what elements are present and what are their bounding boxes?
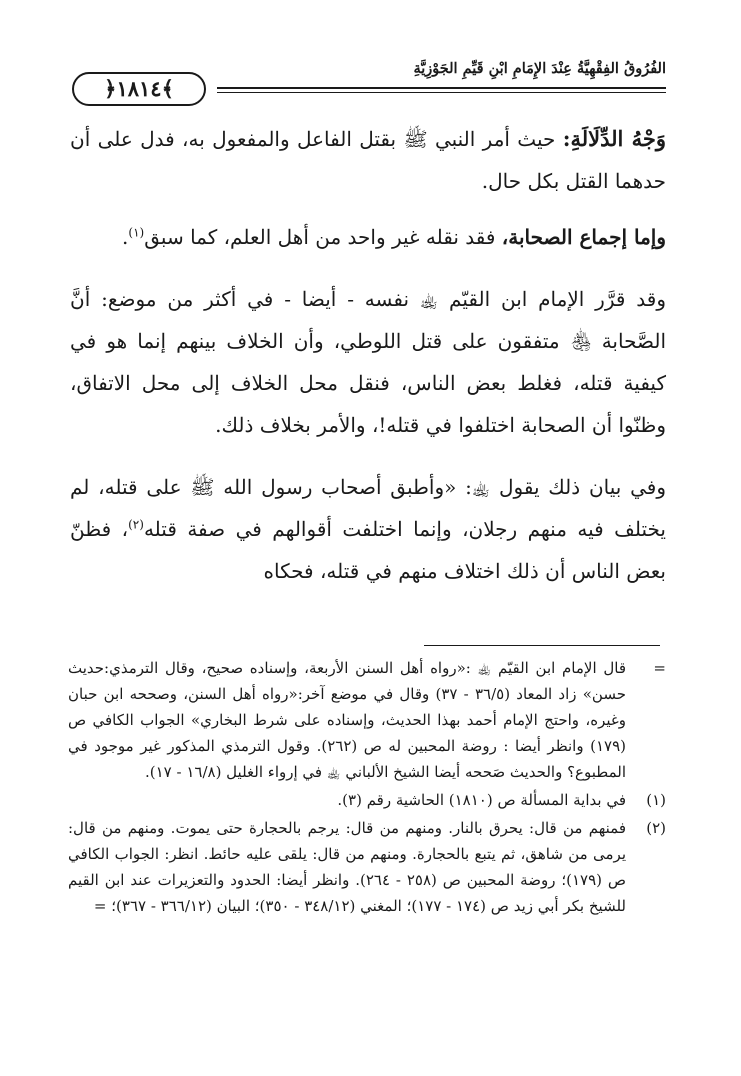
footnotes [68,655,666,921]
footnote-marker: = [653,659,666,677]
page-header [72,58,666,108]
footnote-1 [68,787,666,813]
footnote-reference[interactable]: (١) [128,225,145,240]
paragraph-consensus [70,216,666,258]
main-text [70,118,666,606]
header-rule-thin [217,92,666,93]
paragraph-text-continued: ، فظنّ بعض الناس أن ذلك اختلاف منهم في قتله، فحكاه [70,517,666,583]
footnote-reference[interactable]: (٢) [128,517,144,532]
paragraph-text: وقد قرَّر الإمام ابن القيّم ﵀ نفسه - أيضا - في أكثر من موضع: أنَّ الصَّحابة ﵃ متفقون على قتل اللوطي، وأن الخلاف بينهم إنما هو في كيفية قتله، فغلط بعض الناس، فنقل محل الخلاف إلى محل الاتفاق، وظنّوا أن الصحابة اختلفوا في قتله!، والأمر بخلاف ذلك. [70,287,666,437]
paragraph-lead: وإما إجماع الصحابة، [501,225,666,249]
paragraph-lead: وَجْهُ الدِّلَالَةِ: [562,126,666,151]
footnote-text: في بداية المسألة ص (١٨١٠) الحاشية رقم (٣). [337,791,626,809]
paragraph-text: فقد نقله غير واحد من أهل العلم، كما سبق [144,225,502,249]
paragraph-evidence [70,118,666,202]
paragraph-end: . [122,225,129,249]
paragraph-text: حيث أمر النبي ﷺ بقتل الفاعل والمفعول به، فدل على أن حدهما القتل بكل حال. [70,127,666,193]
page-number-badge: ﴿١٨١٤﴾ [72,72,206,106]
footnote-marker: (٢) [646,819,666,837]
paragraph-text: وفي بيان ذلك يقول ﵀: «وأطبق أصحاب رسول الله ﷺ على قتله، لم يختلف فيه منهم رجلان، وإنما اختلفت أقوالهم في صفة قتله [70,475,666,541]
paragraph-ibn-qayyim [70,278,666,446]
footnote-continuation [68,655,666,785]
footnote-text: فمنهم من قال: يحرق بالنار. ومنهم من قال: يرجم بالحجارة حتى يموت. ومنهم من قال: يرمى من شاهق، ثم يتبع بالحجارة. ومنهم من قال: يلقى عليه حائط. انظر: الجواب الكافي ص (١٧٩)؛ روضة المحبين ص (٢٥٨ - ٢٦٤). وانظر أيضا: الحدود والتعزيرات عند ابن القيم للشيخ بكر أبي زيد ص (١٧٤ - ١٧٧)؛ المغني (٣٤٨/١٢ - ٣٥٠)؛ البيان (٣٦٦/١٢ - ٣٦٧)؛ = [68,819,626,915]
footnote-text: قال الإمام ابن القيّم ﵀ :«رواه أهل السنن الأربعة، وإسناده صحيح، وقال الترمذي:حديث حسن» زاد المعاد (٣٦/٥ - ٣٧) وقال في موضع آخر:«رواه أهل السنن، وصححه ابن حبان وغيره، واحتج الإمام أحمد بهذا الحديث، وإسناده على شرط البخاري» الجواب الكافي ص (١٧٩) وانظر أيضا : روضة المحبين له ص (٢٦٢). وقول الترمذي المذكور غير موجود في المطبوع؟ والحديث صَححه أيضا الشيخ الألباني ﵀ في إرواء الغليل (١٦/٨ - ١٧). [68,659,626,781]
paragraph-quote [70,466,666,592]
running-title: الفُرُوقُ الفِقْهِيَّةُ عِنْدَ الإِمَامِ ابْنِ قَيِّمِ الجَوْزِيَّةِ [413,60,666,77]
header-rule [217,87,666,89]
footnote-separator [424,645,660,646]
footnote-marker: (١) [646,791,666,809]
footnote-2 [68,815,666,919]
